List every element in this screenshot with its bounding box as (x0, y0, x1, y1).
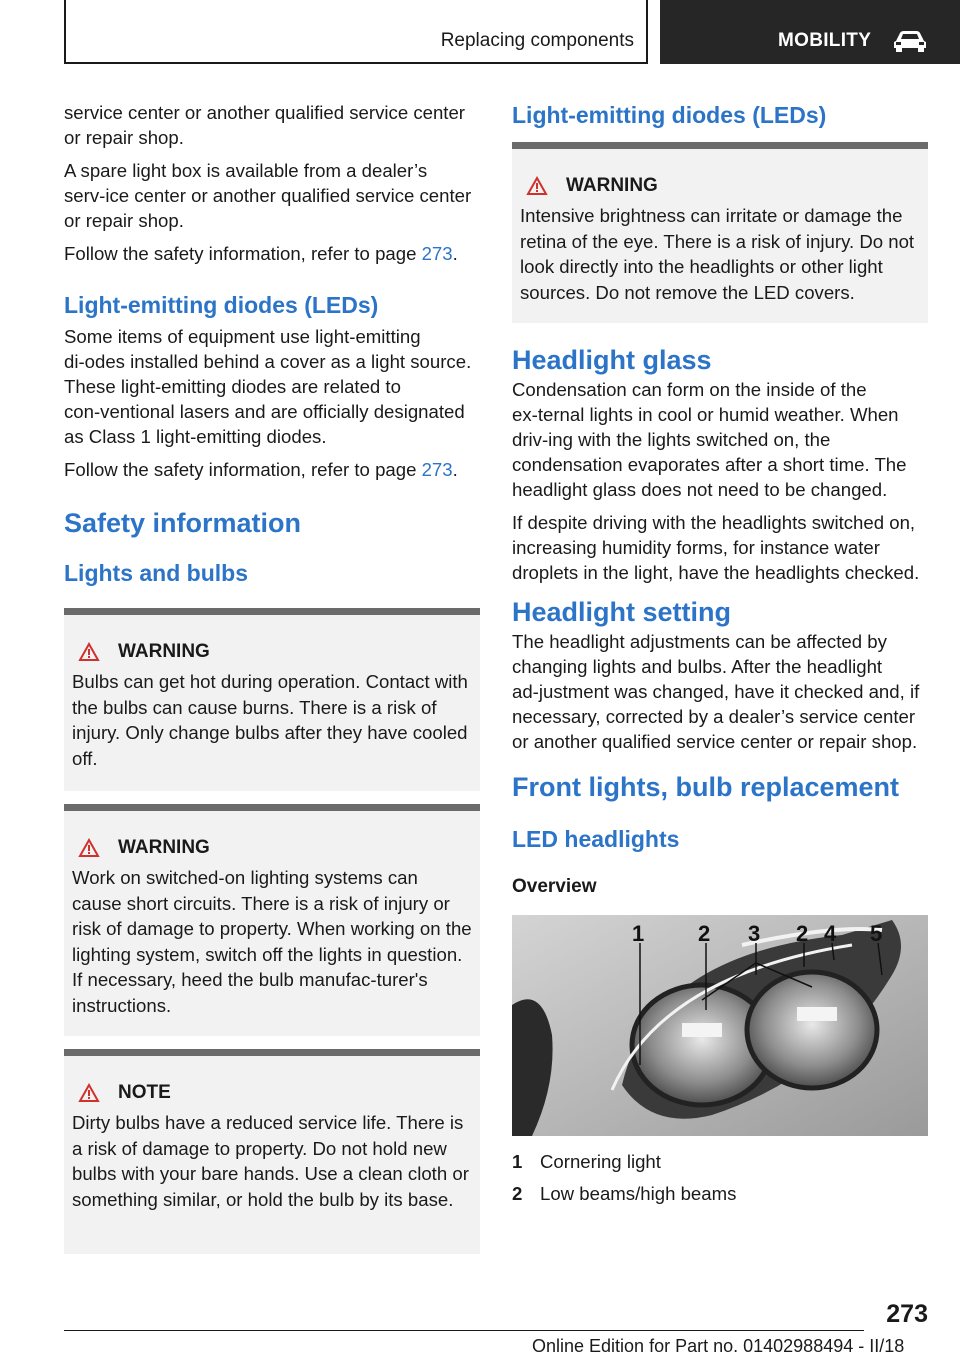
paragraph: A spare light box is available from a dealer’s serv‑ice center or another qualified service center or repair shop. (64, 160, 472, 231)
paragraph: service center or another qualified service center or repair shop. (64, 102, 466, 148)
warning-title (526, 175, 920, 197)
headlight-illustration (512, 915, 928, 1136)
car-icon (892, 28, 928, 52)
note-title (78, 1082, 472, 1104)
warning-triangle-icon (78, 838, 100, 858)
legend-number: 2 (512, 1183, 523, 1204)
note-text: Dirty bulbs have a reduced service life. There is a risk of damage to property. Do not hold new bulbs with your bare hands. Use a clean cloth or something similar, or hold the bulb by its base. (72, 1112, 469, 1210)
warning-box (64, 608, 480, 791)
warning-text: Work on switched‑on lighting systems can cause short circuits. There is a risk of injury or risk of damage to property. When working on the lighting system, switch off the lights in question. If necessary, heed the bulb manufac‑turer's instructions. (72, 867, 472, 1016)
warning-label: WARNING (118, 641, 210, 662)
warning-label: WARNING (566, 175, 658, 196)
left-column (64, 100, 480, 1254)
footer-divider (64, 1330, 864, 1331)
warning-text: Bulbs can get hot during operation. Contact with the bulbs can cause burns. There is a risk of injury. Only change bulbs after they have cooled off. (72, 671, 468, 769)
callout-2b: 2 (796, 921, 809, 946)
figure-legend (512, 1146, 928, 1210)
headlight-figure (512, 915, 928, 1136)
warning-triangle-icon (78, 1083, 100, 1103)
warning-triangle-icon (78, 642, 100, 662)
header-section-title: Replacing components (440, 30, 634, 51)
header-chapter-tab[interactable] (660, 0, 960, 64)
page-number: 273 (886, 1300, 928, 1328)
note-label: NOTE (118, 1082, 171, 1103)
callout-4: 4 (824, 921, 837, 946)
section-heading: Safety information (64, 508, 302, 538)
legend-label: Cornering light (540, 1151, 661, 1172)
callout-3: 3 (748, 921, 761, 946)
subsection-heading: Lights and bulbs (64, 560, 248, 586)
text: Follow the safety information, refer to page (64, 459, 422, 480)
text: . (452, 243, 458, 264)
section-heading: Light‑emitting diodes (LEDs) (64, 292, 379, 318)
footer-edition: Online Edition for Part no. 01402988494 - II/18 (532, 1336, 905, 1356)
page-reference-link[interactable]: 273 (421, 243, 453, 264)
warning-box (512, 142, 928, 323)
header-section-box (64, 0, 648, 64)
warning-title (78, 641, 472, 663)
warning-title (78, 837, 472, 859)
callout-2: 2 (698, 921, 711, 946)
right-column (512, 100, 928, 1210)
paragraph (64, 241, 480, 266)
section-heading: Headlight glass (512, 345, 712, 375)
section-heading: Light‑emitting diodes (LEDs) (512, 102, 827, 128)
paragraph: Some items of equipment use light‑emitting di‑odes installed behind a cover as a light source. These light‑emitting diodes are related to con‑ventional lasers and are officially designated as Class 1 light‑emitting diodes. (64, 326, 472, 447)
warning-text: Intensive brightness can irritate or damage the retina of the eye. There is a risk of injury. Do not look directly into the headlights or other light sources. Do not remove the LED covers. (520, 205, 915, 303)
warning-label: WARNING (118, 837, 210, 858)
legend-label: Low beams/high beams (540, 1183, 737, 1204)
paragraph (64, 457, 480, 482)
note-box (64, 1049, 480, 1254)
warning-box (64, 804, 480, 1036)
section-heading: Headlight setting (512, 597, 732, 627)
overview-heading: Overview (512, 876, 597, 897)
callout-1: 1 (632, 921, 645, 946)
legend-number: 1 (512, 1151, 523, 1172)
subsection-heading: LED headlights (512, 826, 680, 852)
callout-5: 5 (870, 921, 883, 946)
page-reference-link[interactable]: 273 (421, 459, 453, 480)
header-chapter-title: MOBILITY (778, 30, 872, 51)
paragraph: The headlight adjustments can be affected by changing lights and bulbs. After the headlight ad‑justment was changed, have it checked and, if necessary, corrected by a dealer’s service center or another qualified service center or repair shop. (512, 631, 920, 752)
legend-item (512, 1146, 928, 1178)
text: . (452, 459, 458, 480)
paragraph: If despite driving with the headlights switched on, increasing humidity forms, for instance water droplets in the light, have the headlights checked. (512, 512, 920, 583)
warning-triangle-icon (526, 176, 548, 196)
section-heading: Front lights, bulb replacement (512, 772, 900, 802)
paragraph: Condensation can form on the inside of the ex‑ternal lights in cool or humid weather. When driv‑ing with the lights switched on, the condensation evaporates after a short time. The headlight glass does not need to be changed. (512, 379, 907, 500)
legend-item (512, 1178, 928, 1210)
text: Follow the safety information, refer to page (64, 243, 422, 264)
